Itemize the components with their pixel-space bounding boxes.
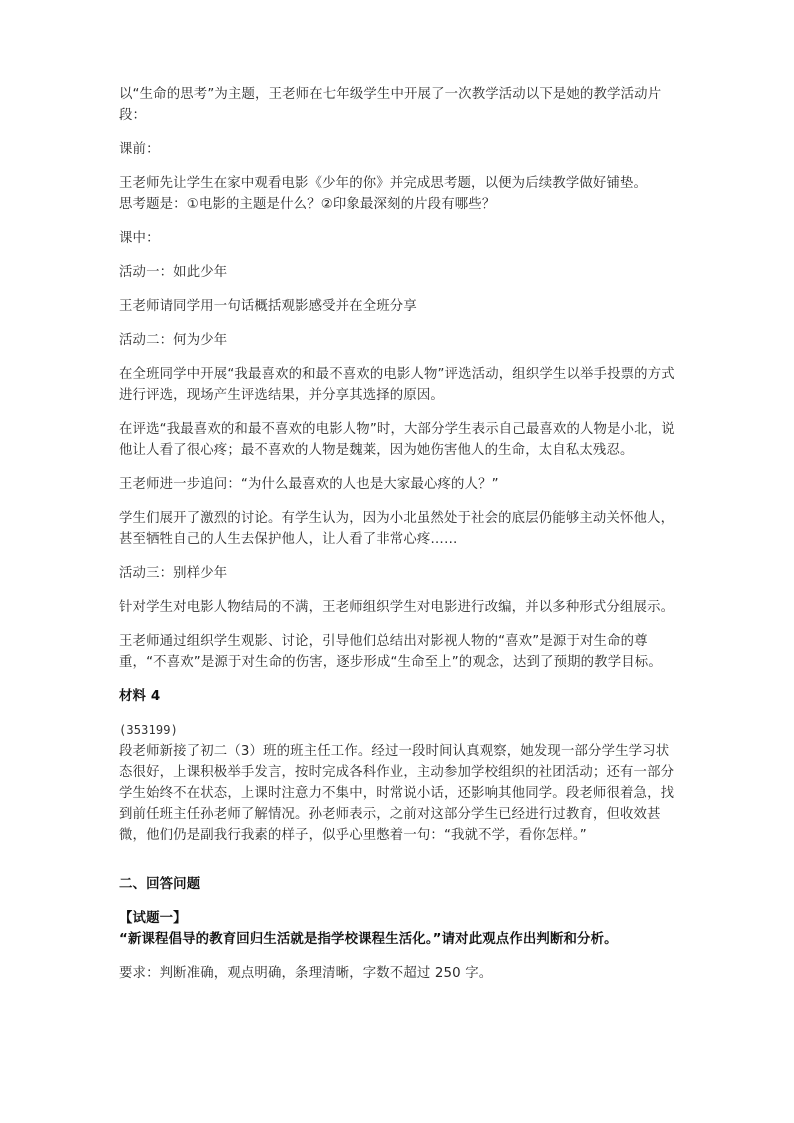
summary-paragraph: 王老师通过组织学生观影、讨论，引导他们总结出对影视人物的“喜欢”是源于对生命的尊重，“不喜欢”是源于对生命的伤害，逐步形成“生命至上”的观念，达到了预期的教学目标。	[119, 634, 662, 670]
activity-three-title: 活动三：别样少年	[119, 566, 228, 581]
follow-up-question: 王老师进一步追问：“为什么最喜欢的人也是大家最心疼的人？”	[119, 477, 499, 492]
discussion-paragraph: 学生们展开了激烈的讨论。有学生认为，因为小北虽然处于社会的底层仍能够主动关怀他人，甚至牺牲自己的人生去保护他人，让人看了非常心疼……	[119, 511, 675, 547]
activity-two-paragraph: 在全班同学中开展“我最喜欢的和最不喜欢的电影人物”评选活动，组织学生以举手投票的方式进行评选，现场产生评选结果，并分享其选择的原因。	[119, 367, 675, 403]
pre-class-paragraph: 王老师先让学生在家中观看电影《少年的你》并完成思考题，以便为后续教学做好铺垫。	[119, 176, 648, 191]
activity-two-title: 活动二：何为少年	[119, 333, 228, 348]
material4-body: 段老师新接了初二（3）班的班主任工作。经过一段时间认真观察，她发现一部分学生学习状态很好，上课积极举手发言，按时完成各科作业，主动参加学校组织的社团活动；还有一部分学生始终不在状态，上课时注意力不集中，时常说小话，还影响其他同学。段老师很着急，找到前任班主任孙老师了解情况。孙老师表示，之前对这部分学生已经进行过教育，但收效甚微，他们仍是副我行我素的样子，似乎心里憋着一句：“我就不学，看你怎样。”	[119, 744, 675, 843]
activity-one-title: 活动一：如此少年	[119, 265, 228, 280]
question-requirement: 要求：判断准确，观点明确，条理清晰，字数不超过 250 字。	[119, 966, 493, 981]
activity-one-paragraph: 王老师请同学用一句话概括观影感受并在全班分享	[119, 299, 417, 314]
pre-class-label: 课前：	[119, 142, 160, 157]
question-title: 【试题一】	[119, 911, 187, 926]
thinking-questions: 思考题是：①电影的主题是什么？②印象最深刻的片段有哪些？	[119, 197, 496, 212]
activity-three-paragraph: 针对学生对电影人物结局的不满，王老师组织学生对电影进行改编，并以多种形式分组展示。	[119, 600, 675, 615]
material4-code: (353199)	[119, 723, 178, 737]
question-body: “新课程倡导的教育回归生活就是指学校课程生活化。”请对此观点作出判断和分析。	[119, 932, 618, 947]
material4-heading: 材料 4	[119, 689, 161, 704]
section2-heading: 二、回答问题	[119, 877, 201, 892]
voting-result-paragraph: 在评选“我最喜欢的和最不喜欢的电影人物”时，大部分学生表示自己最喜欢的人物是小北，说他让人看了很心疼；最不喜欢的人物是魏莱，因为她伤害他人的生命，太自私太残忍。	[119, 422, 675, 458]
in-class-label: 课中：	[119, 231, 160, 246]
intro-paragraph: 以“生命的思考”为主题，王老师在七年级学生中开展了一次教学活动以下是她的教学活动片段：	[119, 87, 662, 123]
document-page	[119, 84, 675, 984]
